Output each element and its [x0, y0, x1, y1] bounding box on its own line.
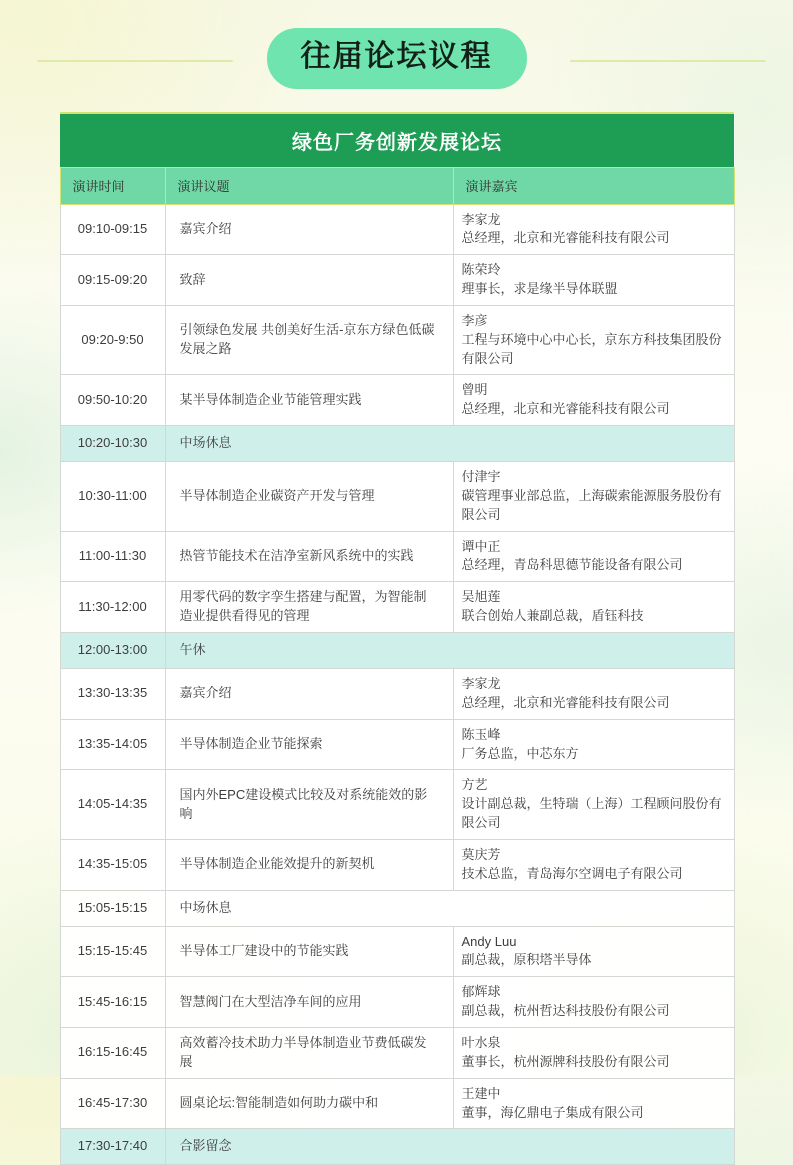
guest-cell: [453, 255, 734, 306]
guest-name: 王建中: [461, 1085, 501, 1101]
topic-cell: 半导体制造企业能效提升的新契机: [165, 839, 453, 890]
guest-title: 工程与环境中心中心长，京东方科技集团股份有限公司: [461, 331, 722, 366]
topic-cell: 用零代码的数字孪生搭建与配置，为智能制造业提供看得见的管理: [165, 582, 453, 633]
guest-title: 副总裁，杭州哲达科技股份有限公司: [461, 1003, 670, 1019]
guest-name: 莫庆芳: [461, 846, 501, 862]
topic-cell: 圆桌论坛:智能制造如何助力碳中和: [165, 1078, 453, 1129]
guest-name: 吴旭莲: [461, 589, 501, 605]
time-cell: 09:10-09:15: [60, 204, 165, 255]
guest-cell: [453, 531, 734, 582]
time-cell: 14:35-15:05: [60, 839, 165, 890]
forum-title-row: [60, 113, 734, 167]
time-cell: 09:15-09:20: [60, 255, 165, 306]
column-header-row: [60, 167, 734, 204]
time-cell: 13:30-13:35: [60, 669, 165, 720]
guest-name: 曾明: [461, 382, 488, 398]
time-cell: 11:30-12:00: [60, 582, 165, 633]
time-cell: 17:30-17:40: [60, 1129, 165, 1165]
time-cell: 13:35-14:05: [60, 719, 165, 770]
guest-cell: [453, 462, 734, 532]
guest-cell: [453, 977, 734, 1028]
guest-name: 李家龙: [461, 676, 501, 691]
guest-cell: [453, 926, 734, 977]
guest-title: 总经理，北京和光睿能科技有限公司: [461, 230, 670, 246]
topic-cell: 嘉宾介绍: [165, 204, 453, 255]
time-cell: 10:30-11:00: [60, 462, 165, 532]
time-cell: 09:50-10:20: [60, 375, 165, 426]
agenda-row: [60, 669, 734, 720]
agenda-row: [60, 255, 734, 306]
agenda-row: [60, 204, 734, 255]
time-cell: 10:20-10:30: [60, 426, 165, 462]
time-cell: 15:45-16:15: [60, 977, 165, 1028]
break-row: [60, 890, 734, 926]
guest-name: 陈玉峰: [461, 726, 501, 742]
topic-cell: 智慧阀门在大型洁净车间的应用: [165, 977, 453, 1028]
guest-name: 付津宇: [461, 469, 501, 485]
guest-title: 副总裁，原积塔半导体: [461, 952, 592, 968]
guest-cell: [453, 719, 734, 770]
agenda-row: [60, 1078, 734, 1129]
topic-cell: 国内外EPC建设模式比较及对系统能效的影响: [165, 770, 453, 840]
agenda-badge: [267, 28, 527, 89]
agenda-row: [60, 375, 734, 426]
time-cell: 15:05-15:15: [60, 890, 165, 926]
topic-cell: 高效蓄冷技术助力半导体制造业节费低碳发展: [165, 1027, 453, 1078]
column-header-time: 演讲时间: [60, 167, 165, 204]
guest-title: 理事长，求是缘半导体联盟: [461, 281, 618, 297]
time-cell: 09:20-9:50: [60, 305, 165, 375]
time-cell: 16:45-17:30: [60, 1078, 165, 1129]
topic-cell: 中场休息: [165, 890, 734, 926]
guest-cell: [453, 1078, 734, 1129]
break-row: [60, 1129, 734, 1165]
guest-name: 谭中正: [461, 538, 501, 554]
agenda-section: [60, 112, 734, 1165]
guest-cell: [453, 204, 734, 255]
topic-cell: 半导体制造企业碳资产开发与管理: [165, 462, 453, 532]
agenda-row: [60, 926, 734, 977]
guest-title: 设计副总裁，生特瑞（上海）工程顾问股份有限公司: [461, 796, 722, 831]
guest-title: 董事长，杭州源牌科技股份有限公司: [461, 1053, 670, 1069]
guest-name: Andy Luu: [461, 933, 517, 949]
topic-cell: 合影留念: [165, 1129, 734, 1165]
time-cell: 11:00-11:30: [60, 531, 165, 582]
break-row: [60, 633, 734, 669]
guest-cell: [453, 305, 734, 375]
topic-cell: 热管节能技术在洁净室新风系统中的实践: [165, 531, 453, 582]
agenda-row: [60, 531, 734, 582]
topic-cell: 午休: [165, 633, 734, 669]
time-cell: 14:05-14:35: [60, 770, 165, 840]
guest-title: 厂务总监，中芯东方: [461, 745, 579, 761]
agenda-body: [60, 204, 734, 1165]
masthead: [0, 0, 793, 96]
page-title: 往届论坛议程: [300, 40, 493, 73]
guest-name: 李彦: [461, 312, 488, 328]
agenda-row: [60, 719, 734, 770]
guest-cell: [453, 582, 734, 633]
guest-cell: [453, 669, 734, 720]
topic-cell: 某半导体制造企业节能管理实践: [165, 375, 453, 426]
time-cell: 15:15-15:45: [60, 926, 165, 977]
topic-cell: 半导体制造企业节能探索: [165, 719, 453, 770]
time-cell: 12:00-13:00: [60, 633, 165, 669]
guest-name: 叶水泉: [461, 1034, 501, 1050]
agenda-row: [60, 977, 734, 1028]
topic-cell: 引领绿色发展 共创美好生活-京东方绿色低碳发展之路: [165, 305, 453, 375]
guest-cell: [453, 839, 734, 890]
topic-cell: 半导体工厂建设中的节能实践: [165, 926, 453, 977]
agenda-row: [60, 462, 734, 532]
agenda-row: [60, 1027, 734, 1078]
guest-title: 总经理，北京和光睿能科技有限公司: [461, 401, 670, 417]
time-cell: 16:15-16:45: [60, 1027, 165, 1078]
agenda-row: [60, 839, 734, 890]
guest-name: 方艺: [461, 777, 488, 793]
guest-title: 总经理，北京和光睿能科技有限公司: [461, 694, 670, 710]
guest-cell: [453, 770, 734, 840]
guest-cell: [453, 1027, 734, 1078]
agenda-row: [60, 305, 734, 375]
guest-title: 董事，海亿鼎电子集成有限公司: [461, 1104, 644, 1120]
forum-table: [60, 112, 735, 1165]
guest-title: 联合创始人兼副总裁，盾钰科技: [461, 608, 644, 624]
forum-title: 绿色厂务创新发展论坛: [60, 113, 734, 167]
topic-cell: 嘉宾介绍: [165, 669, 453, 720]
decor-line-right: [570, 60, 766, 62]
guest-cell: [453, 375, 734, 426]
column-header-topic: 演讲议题: [165, 167, 453, 204]
guest-title: 总经理，青岛科思德节能设备有限公司: [461, 557, 683, 573]
break-row: [60, 426, 734, 462]
topic-cell: 致辞: [165, 255, 453, 306]
decor-line-left: [37, 60, 233, 62]
guest-name: 陈荣玲: [461, 262, 501, 278]
agenda-row: [60, 582, 734, 633]
agenda-row: [60, 770, 734, 840]
guest-name: 郁辉球: [461, 984, 501, 1000]
guest-name: 李家龙: [461, 211, 501, 227]
guest-title: 碳管理事业部总监，上海碳索能源服务股份有限公司: [461, 487, 722, 522]
topic-cell: 中场休息: [165, 426, 734, 462]
guest-title: 技术总监，青岛海尔空调电子有限公司: [461, 865, 683, 881]
column-header-guest: 演讲嘉宾: [453, 167, 734, 204]
